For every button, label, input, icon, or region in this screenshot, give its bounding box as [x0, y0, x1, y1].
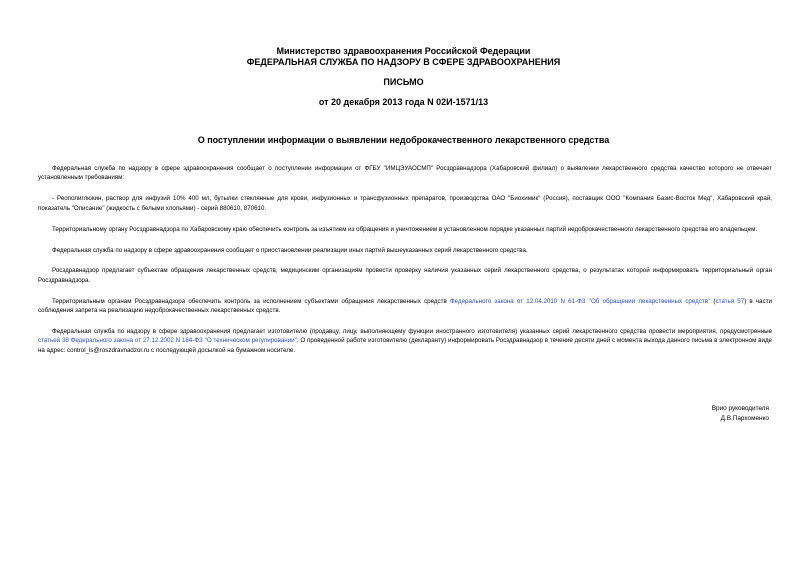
paragraph-3: Территориальному органу Росздравнадзора по Хабаровскому краю обеспечить контроль за изъятием из обращения и уничтожением в установленном порядке указанных партий недоброкачественного лекарственного средства его владельцем. [52, 225, 758, 233]
document-type: ПИСЬМО [383, 77, 424, 87]
paragraph-1: Федеральная служба по надзору в сфере здравоохранения сообщает о поступлении информации от ФГБУ "ИМЦЭУАОСМП" Росздравнадзора (Хабаровский филиал) о выявлении лекарственного средства качество которого не отвечает установленным требованиям: [38, 165, 772, 182]
article-57-link[interactable]: статья 57 [715, 297, 745, 305]
signatory-position: Врио руководителя [711, 405, 769, 412]
paragraph-6-text-a: Территориальным органам Росздравнадзора обеспечить контроль за исполнением субъектами обращения лекарственных средств [52, 297, 450, 305]
paragraph-7-text-a: Федеральная служба по надзору в сфере здравоохранения предлагает изготовителю (продавцу, лицу, выполняющему функции иностранного изготовителя) указанных серий лекарственного средства провести мероприятия, предусмотренные [52, 328, 772, 336]
paragraph-6-text-c: ) в части соблюдения запрета на реализацию недоброкачественных лекарственных средств. [38, 297, 772, 315]
document-subject: О поступлении информации о выявлении недоброкачественного лекарственного средства [197, 135, 610, 145]
document-date-number: от 20 декабря 2013 года N 02И-1571/13 [318, 97, 489, 107]
ministry-name: Министерство здравоохранения Российской Федерации [276, 46, 531, 56]
signature-block [712, 404, 769, 424]
paragraph-2: - Реополиглюкин, раствор для инфузий 10% 400 мл, бутылки стеклянные для крови, инфузионных и трансфузионных препаратов, производства ОАО "Биохимик" (Россия), поставщик ООО "Компания Базис-Восток Мед", Хабаровский край, показатель "Описание" (жидкость с белыми хлопьями) - серий 880610, 870610. [38, 195, 772, 212]
signatory-name: Д.В.Пархоменко [720, 415, 769, 422]
paragraph-6-text-b: ( [710, 297, 716, 305]
federal-law-61-link[interactable]: Федерального закона от 12.04.2010 N 61-ФЗ "Об обращении лекарственных средств" [449, 297, 711, 305]
paragraph-7 [38, 327, 772, 355]
paragraph-7-text-b: . О проведенной работе изготовителю (декларанту) информировать Росздравнадзор в течение десяти дней с момента выхода данного письма в электронном виде на адрес: control_ls@roszdravnadzor.ru с последующей досылкой на бумажном носителе. [38, 337, 772, 354]
paragraph-6 [38, 297, 772, 316]
paragraph-5: Росздравнадзор предлагает субъектам обращения лекарственных средств, медицинским организациям провести проверку наличия указанных серий лекарственного средства, о результатах которой информировать территориальный орган Росздравнадзора. [38, 267, 772, 284]
document-header [0, 46, 807, 108]
service-name: ФЕДЕРАЛЬНАЯ СЛУЖБА ПО НАДЗОРУ В СФЕРЕ ЗДРАВООХРАНЕНИЯ [246, 57, 561, 67]
article-38-law-184-link[interactable]: статьей 38 Федерального закона от 27.12.2002 N 184-ФЗ "О техническом регулировании" [38, 337, 297, 345]
paragraph-4: Федеральная служба по надзору в сфере здравоохранения сообщает о приостановлении реализации иных партий вышеуказанных серий лекарственного средства. [52, 246, 528, 254]
document-body [38, 164, 772, 367]
